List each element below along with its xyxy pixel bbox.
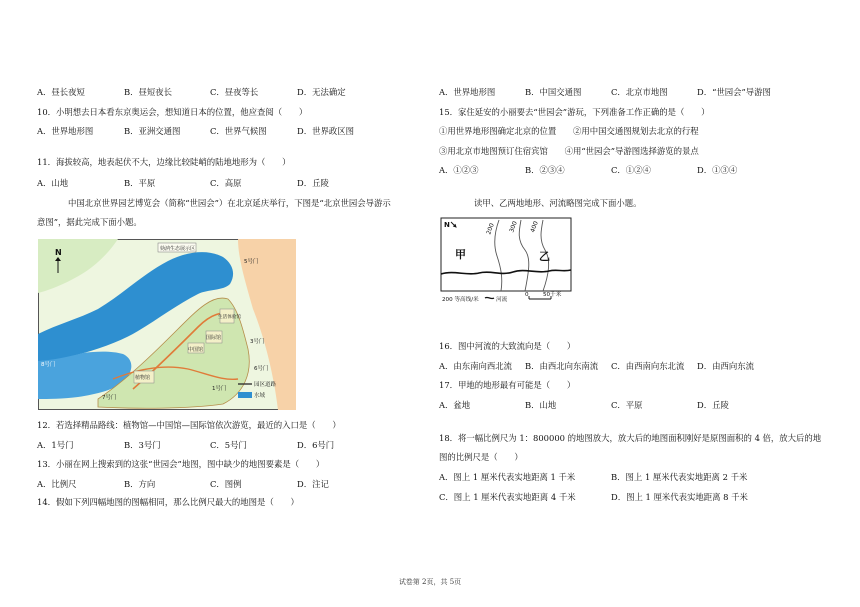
contour-label-200: 200 <box>485 222 496 236</box>
q17-option-a: A．盆地 <box>439 400 471 410</box>
gate-1-label: 1号门 <box>212 386 227 392</box>
contour-label-300: 300 <box>508 220 519 234</box>
q11-option-b: B．平原 <box>124 178 156 188</box>
q16-option-b: B．由西北向东南流 <box>525 361 599 371</box>
contour-intro: 读甲、乙两地地形、河流略图完成下面小题。 <box>474 198 642 208</box>
q14-option-d: D．“世园会”导游图 <box>697 87 771 97</box>
gate-5-label: 5号门 <box>244 259 259 265</box>
gate-6-label: 6号门 <box>254 366 269 372</box>
contour-north-label: N <box>444 221 450 229</box>
q18-option-a: A．图上 1 厘米代表实地距离 1 千米 <box>439 472 576 482</box>
q9-option-b: B．昼短夜长 <box>124 87 173 97</box>
legend-river-label: 河流 <box>496 297 508 303</box>
legend-contour-label: 200 等高线/米 <box>442 297 479 303</box>
q12-option-b: B．3号门 <box>124 440 161 450</box>
q13-option-a: A．比例尺 <box>37 479 77 489</box>
botanical-pavilion-label: 植物馆 <box>135 375 151 381</box>
contour-river-map <box>439 216 574 307</box>
q11-option-d: D．丘陵 <box>297 178 329 188</box>
q14-stem: 14．假如下列四幅地图的图幅相同，那么比例尺最大的地图是（ ） <box>37 497 299 507</box>
q12-stem: 12．若选择精品路线：植物馆—中国馆—国际馆依次游览，最近的入口是（ ） <box>37 420 341 430</box>
scale-zero-label: 0 <box>525 292 529 298</box>
q12-option-d: D．6号门 <box>297 440 335 450</box>
q18-option-c: C．图上 1 厘米代表实地距离 4 千米 <box>439 492 576 502</box>
q15-option-b: B．②③④ <box>525 165 565 175</box>
china-pavilion-label: 中国馆 <box>188 347 204 353</box>
q17-option-d: D．丘陵 <box>697 400 729 410</box>
q10-option-d: D．世界政区图 <box>297 126 354 136</box>
q13-option-b: B．方向 <box>124 479 156 489</box>
q15-items-line-1: ①用世界地形图确定北京的位置 ②用中国交通图规划去北京的行程 <box>439 126 699 136</box>
scale-50-label: 50千米 <box>543 292 562 298</box>
q9-option-d: D．无法确定 <box>297 87 346 97</box>
q10-option-b: B．亚洲交通图 <box>124 126 181 136</box>
intro-line-2: 意图”，据此完成下面小题。 <box>37 217 142 227</box>
label-yi: 乙 <box>539 250 550 263</box>
q9-option-c: C．昼夜等长 <box>210 87 259 97</box>
legend-water-swatch <box>238 392 252 398</box>
q18-stem-line-1: 18．将一幅比例尺为 1：800000 的地图放大，放大后的地图面积刚好是原图面积的 4 倍，放大后的地 <box>439 433 822 443</box>
top-label: 妫汭生态展示区 <box>160 246 196 252</box>
contour-label-400: 400 <box>529 220 540 234</box>
q13-stem: 13．小丽在网上搜索到的这张“世园会”地图，图中缺少的地图要素是（ ） <box>37 459 325 469</box>
q13-option-c: C．图例 <box>210 479 242 489</box>
q16-stem: 16．图中河流的大致流向是（ ） <box>439 341 576 351</box>
q18-option-d: D．图上 1 厘米代表实地距离 8 千米 <box>611 492 748 502</box>
life-pavilion-label: 生活体验馆 <box>218 315 241 320</box>
gate-7-label: 7号门 <box>102 395 117 401</box>
q14-option-b: B．中国交通图 <box>525 87 582 97</box>
q13-option-d: D．注记 <box>297 479 329 489</box>
legend-river-symbol <box>485 297 494 298</box>
expo-guide-map <box>38 239 296 410</box>
north-label: N <box>55 248 62 257</box>
gate-3-label: 3号门 <box>250 339 265 345</box>
legend-road-label: 园区道路 <box>254 382 277 388</box>
q15-stem: 15．家住延安的小丽要去“世园会”游玩，下列准备工作正确的是（ ） <box>439 107 710 117</box>
q9-option-a: A．昼长夜短 <box>37 87 85 97</box>
page-footer: 试卷第 2页，共 5页 <box>398 578 462 586</box>
q15-option-c: C．①②④ <box>611 165 651 175</box>
q12-option-c: C．5号门 <box>210 440 247 450</box>
legend-water-label: 水域 <box>254 393 266 399</box>
q18-stem-line-2: 图的比例尺是（ ） <box>439 452 523 462</box>
gate-8-label: 8号门 <box>41 362 56 368</box>
q15-items-line-2: ③用北京市地图预订住宿宾馆 ④用“世园会”导游图选择游览的景点 <box>439 146 699 156</box>
label-jia: 甲 <box>455 248 466 261</box>
q11-option-a: A．山地 <box>37 178 69 188</box>
q18-option-b: B．图上 1 厘米代表实地距离 2 千米 <box>611 472 748 482</box>
q10-option-c: C．世界气候图 <box>210 126 267 136</box>
expo-map-svg <box>38 239 296 410</box>
q16-option-c: C．由西南向东北流 <box>611 361 685 371</box>
q17-stem: 17．甲地的地形最有可能是（ ） <box>439 380 576 390</box>
q15-option-d: D．①③④ <box>697 165 738 175</box>
q11-option-c: C．高原 <box>210 178 242 188</box>
contour-map-svg <box>439 216 574 307</box>
q12-option-a: A．1号门 <box>37 440 74 450</box>
intro-line-1: 中国北京世界园艺博览会（简称“世园会”）在北京延庆举行，下图是“北京世园会导游示 <box>68 198 391 208</box>
q15-option-a: A．①②③ <box>439 165 479 175</box>
q10-stem: 10．小明想去日本看东京奥运会，想知道日本的位置，他应查阅（ ） <box>37 107 308 117</box>
q17-option-c: C．平原 <box>611 400 643 410</box>
q17-option-b: B．山地 <box>525 400 557 410</box>
international-pavilion-label: 国际馆 <box>206 335 222 341</box>
q10-option-a: A．世界地形图 <box>37 126 94 136</box>
q14-option-c: C．北京市地图 <box>611 87 668 97</box>
q14-option-a: A．世界地形图 <box>439 87 496 97</box>
q11-stem: 11．海拔较高，地表起伏不大，边缘比较陡峭的陆地地形为（ ） <box>37 157 291 167</box>
q16-option-d: D．由西向东流 <box>697 361 754 371</box>
q16-option-a: A．由东南向西北流 <box>439 361 513 371</box>
